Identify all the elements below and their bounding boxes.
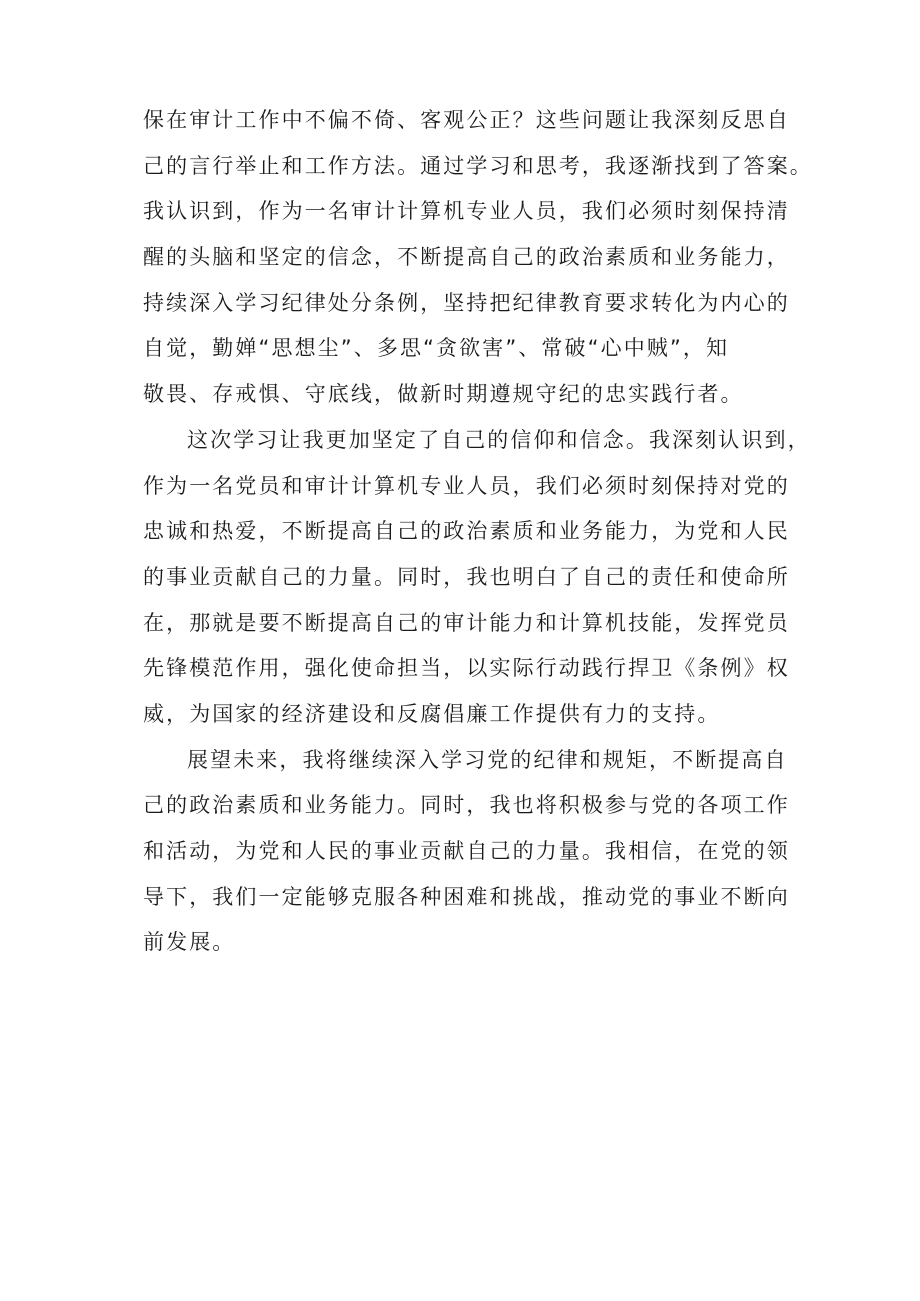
paragraph-3 — [143, 738, 790, 966]
text-line: 先锋模范作用，强化使命担当，以实际行动践行捍卫《条例》权 — [143, 656, 790, 681]
text-line: 己的言行举止和工作方法。通过学习和思考，我逐渐找到了答案。 — [143, 153, 813, 178]
paragraph-1 — [143, 98, 813, 418]
text-line: 前发展。 — [143, 930, 236, 955]
text-line: 的事业贡献自己的力量。同时，我也明白了自己的责任和使命所 — [143, 564, 790, 589]
text-line: 醒的头脑和坚定的信念，不断提高自己的政治素质和业务能力， — [143, 245, 790, 270]
text-line: 作为一名党员和审计计算机专业人员，我们必须时刻保持对党的 — [143, 473, 790, 498]
text-line: 威，为国家的经济建设和反腐倡廉工作提供有力的支持。 — [143, 701, 721, 726]
document-body — [143, 98, 813, 966]
text-line: 展望未来，我将继续深入学习党的纪律和规矩，不断提高自 — [187, 747, 788, 772]
text-line: 这次学习让我更加坚定了自己的信仰和信念。我深刻认识到， — [187, 427, 811, 452]
text-line: 保在审计工作中不偏不倚、客观公正？这些问题让我深刻反思自 — [143, 108, 790, 132]
text-line: 己的政治素质和业务能力。同时，我也将积极参与党的各项工作 — [143, 793, 790, 818]
text-line: 在，那就是要不断提高自己的审计能力和计算机技能，发挥党员 — [143, 610, 790, 635]
text-line: 持续深入学习纪律处分条例，坚持把纪律教育要求转化为内心的 — [143, 290, 790, 315]
text-line: 和活动，为党和人民的事业贡献自己的力量。我相信，在党的领 — [143, 839, 790, 863]
text-line: 我认识到，作为一名审计计算机专业人员，我们必须时刻保持清 — [143, 199, 790, 224]
text-line: 敬畏、存戒惧、守底线，做新时期遵规守纪的忠实践行者。 — [143, 382, 744, 407]
text-line: 自觉，勤婵“思想尘”、多思“贪欲害”、常破“心中贼”，知 — [143, 336, 730, 361]
text-line: 忠诚和热爱，不断提高自己的政治素质和业务能力，为党和人民 — [143, 519, 790, 544]
paragraph-2 — [143, 418, 811, 738]
text-line: 导下，我们一定能够克服各种困难和挑战，推动党的事业不断向 — [143, 884, 790, 909]
